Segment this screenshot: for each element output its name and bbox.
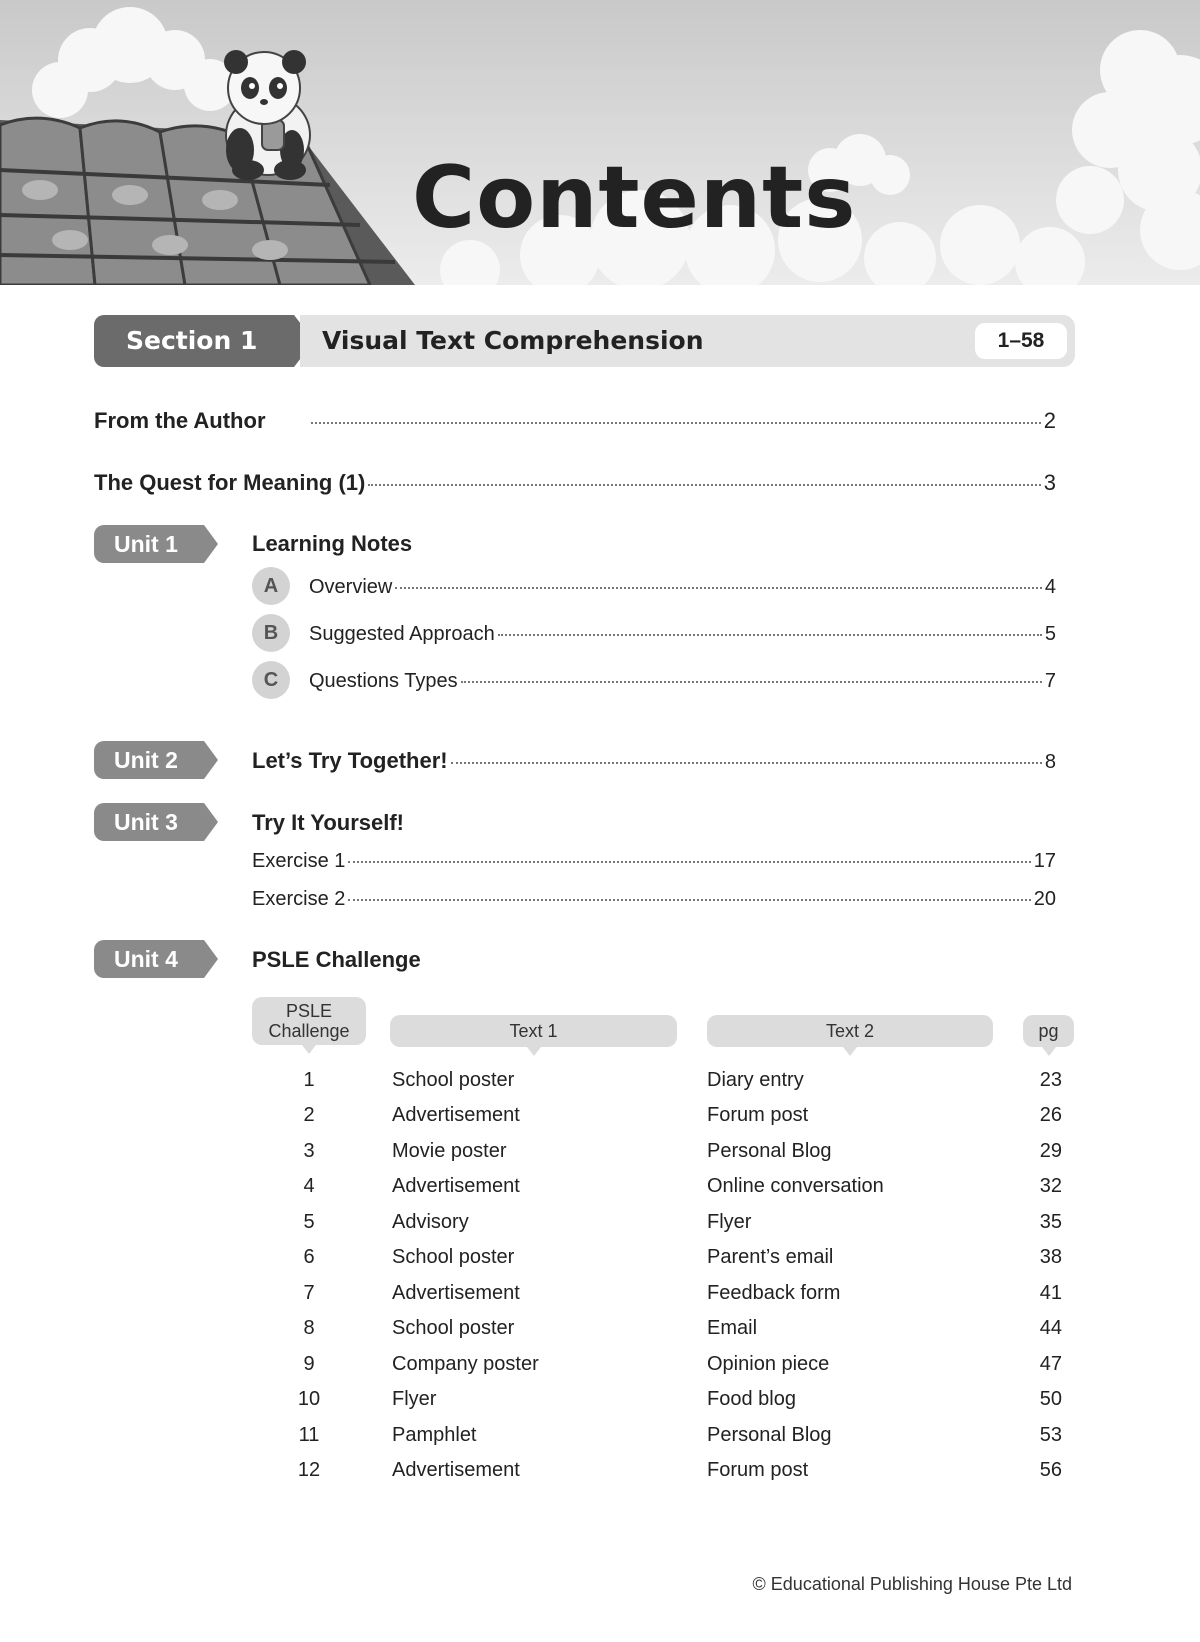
cell-text1: Flyer: [392, 1388, 437, 1410]
dot-leader: [348, 899, 1030, 901]
cell-number: 11: [298, 1424, 320, 1446]
header-label: Text 2: [825, 1021, 875, 1041]
cell-text2: Forum post: [707, 1459, 809, 1481]
table-row: [0, 1175, 1200, 1209]
table-header-text2: [707, 1015, 993, 1047]
toc-entry-label: From the Author: [94, 408, 266, 433]
section-tab: Section 1: [94, 315, 294, 367]
bullet-a-icon: A: [252, 567, 290, 605]
toc-entry-exercise-1[interactable]: [252, 850, 1056, 873]
toc-entry-lets-try-together[interactable]: [252, 748, 1056, 774]
unit-2-tab: [94, 741, 216, 779]
header-notch: [1042, 1047, 1056, 1056]
unit-3-heading: Try It Yourself!: [252, 810, 405, 835]
unit-1-heading: Learning Notes: [252, 531, 413, 556]
unit-tab-label: Unit 4: [94, 940, 204, 978]
cell-text2: Email: [707, 1317, 758, 1339]
bullet-c-icon: C: [252, 661, 290, 699]
toc-entry-exercise-2[interactable]: [252, 888, 1056, 911]
unit-tab-arrow: [204, 525, 218, 563]
header-label: Text 1: [509, 1021, 558, 1041]
panda-illustration: [224, 50, 310, 180]
table-row: [0, 1211, 1200, 1245]
table-row: [0, 1424, 1200, 1458]
cell-text1: Company poster: [392, 1353, 539, 1375]
unit-3-tab: [94, 803, 216, 841]
table-row: [0, 1104, 1200, 1138]
dot-leader: [311, 422, 1041, 424]
cell-text2: Forum post: [707, 1104, 809, 1126]
page-title: Contents: [412, 148, 857, 248]
section-title-bar: [300, 315, 1075, 367]
table-row: [0, 1388, 1200, 1422]
table-row: [0, 1069, 1200, 1103]
cell-text1: School poster: [392, 1246, 515, 1268]
cell-number: 8: [303, 1317, 315, 1339]
table-row: [0, 1282, 1200, 1316]
dot-leader: [368, 484, 1040, 486]
toc-entry-page: 2: [1043, 408, 1056, 433]
cell-text2: Food blog: [707, 1388, 796, 1410]
unit-tab-arrow: [204, 803, 218, 841]
cell-text2: Flyer: [707, 1211, 752, 1233]
cell-text1: Pamphlet: [392, 1424, 477, 1446]
header-notch: [302, 1045, 316, 1054]
toc-entry-page: 8: [1044, 751, 1056, 773]
cell-text1: Advisory: [392, 1211, 469, 1233]
cell-text2: Opinion piece: [707, 1353, 830, 1375]
toc-entry-quest-for-meaning[interactable]: [94, 470, 1056, 496]
dot-leader: [498, 634, 1042, 636]
table-row: [0, 1246, 1200, 1280]
cell-page: 53: [1039, 1424, 1062, 1446]
cell-number: 9: [303, 1353, 315, 1375]
bullet-b-icon: B: [252, 614, 290, 652]
cell-page: 41: [1039, 1282, 1062, 1304]
table-row: [0, 1353, 1200, 1387]
cell-page: 29: [1039, 1140, 1062, 1162]
unit-tab-label: Unit 1: [94, 525, 204, 563]
cell-number: 1: [303, 1069, 315, 1091]
unit-2-heading: Let’s Try Together!: [252, 748, 448, 773]
unit-4-tab: [94, 940, 216, 978]
unit-tab-label: Unit 3: [94, 803, 204, 841]
cell-text2: Parent’s email: [707, 1246, 834, 1268]
cell-number: 3: [303, 1140, 315, 1162]
toc-entry-label: Questions Types: [309, 670, 458, 692]
header-notch: [527, 1047, 541, 1056]
toc-entry-page: 3: [1043, 470, 1056, 495]
table-header-pg: [1023, 1015, 1074, 1047]
cell-text1: Advertisement: [392, 1104, 520, 1126]
toc-entry-label: Overview: [309, 576, 393, 598]
cell-page: 56: [1039, 1459, 1062, 1481]
unit-tab-arrow: [204, 741, 218, 779]
toc-entry-page: 7: [1044, 670, 1056, 692]
table-header-text1: [390, 1015, 677, 1047]
cell-number: 6: [303, 1246, 315, 1268]
toc-entry-label: Suggested Approach: [309, 623, 495, 645]
table-header-challenge: [252, 997, 366, 1045]
cell-text1: School poster: [392, 1069, 515, 1091]
cell-page: 50: [1039, 1388, 1062, 1410]
table-row: [0, 1140, 1200, 1174]
header-line: PSLE: [285, 1001, 333, 1021]
unit-1-tab: [94, 525, 216, 563]
cell-text2: Personal Blog: [707, 1424, 832, 1446]
cell-page: 47: [1039, 1353, 1062, 1375]
toc-entry-question-types[interactable]: [309, 670, 1056, 693]
dot-leader: [348, 861, 1030, 863]
cell-text2: Personal Blog: [707, 1140, 832, 1162]
toc-entry-label: Exercise 1: [252, 850, 346, 872]
toc-entry-label: Exercise 2: [252, 888, 346, 910]
cell-text1: School poster: [392, 1317, 515, 1339]
cell-number: 7: [303, 1282, 315, 1304]
cell-text1: Movie poster: [392, 1140, 507, 1162]
header-line: Challenge: [268, 1021, 350, 1041]
copyright-footer: © Educational Publishing House Pte Ltd: [752, 1574, 1072, 1594]
cell-number: 10: [297, 1388, 321, 1410]
table-row: [0, 1459, 1200, 1493]
toc-entry-label: The Quest for Meaning (1): [94, 470, 366, 495]
cell-text1: Advertisement: [392, 1282, 520, 1304]
table-row: [0, 1317, 1200, 1351]
cell-text2: Diary entry: [707, 1069, 804, 1091]
cell-number: 2: [303, 1104, 315, 1126]
header-notch: [843, 1047, 857, 1056]
header-label: pg: [1038, 1021, 1059, 1041]
cell-page: 44: [1039, 1317, 1062, 1339]
unit-tab-arrow: [204, 940, 218, 978]
cell-number: 4: [303, 1175, 315, 1197]
cell-text2: Feedback form: [707, 1282, 841, 1304]
dot-leader: [395, 587, 1042, 589]
cell-text1: Advertisement: [392, 1175, 520, 1197]
cell-text1: Advertisement: [392, 1459, 520, 1481]
cell-page: 26: [1039, 1104, 1062, 1126]
section-page-range: 1–58: [975, 323, 1067, 359]
cell-number: 12: [297, 1459, 321, 1481]
cell-page: 38: [1039, 1246, 1062, 1268]
cell-page: 32: [1039, 1175, 1062, 1197]
toc-entry-suggested-approach[interactable]: [309, 623, 1056, 646]
cell-page: 35: [1039, 1211, 1062, 1233]
cell-page: 23: [1039, 1069, 1062, 1091]
dot-leader: [461, 681, 1042, 683]
toc-entry-page: 4: [1044, 576, 1056, 598]
unit-tab-label: Unit 2: [94, 741, 204, 779]
dot-leader: [451, 762, 1042, 764]
section-title: Visual Text Comprehension: [322, 326, 704, 355]
section-header: [94, 315, 1075, 367]
toc-entry-from-author[interactable]: [94, 408, 1056, 434]
toc-entry-overview[interactable]: [309, 576, 1056, 599]
cell-number: 5: [303, 1211, 315, 1233]
unit-4-heading: PSLE Challenge: [252, 947, 421, 972]
toc-entry-page: 5: [1044, 623, 1056, 645]
cell-text2: Online conversation: [707, 1175, 884, 1197]
toc-entry-page: 17: [1033, 850, 1056, 872]
toc-entry-page: 20: [1033, 888, 1056, 910]
